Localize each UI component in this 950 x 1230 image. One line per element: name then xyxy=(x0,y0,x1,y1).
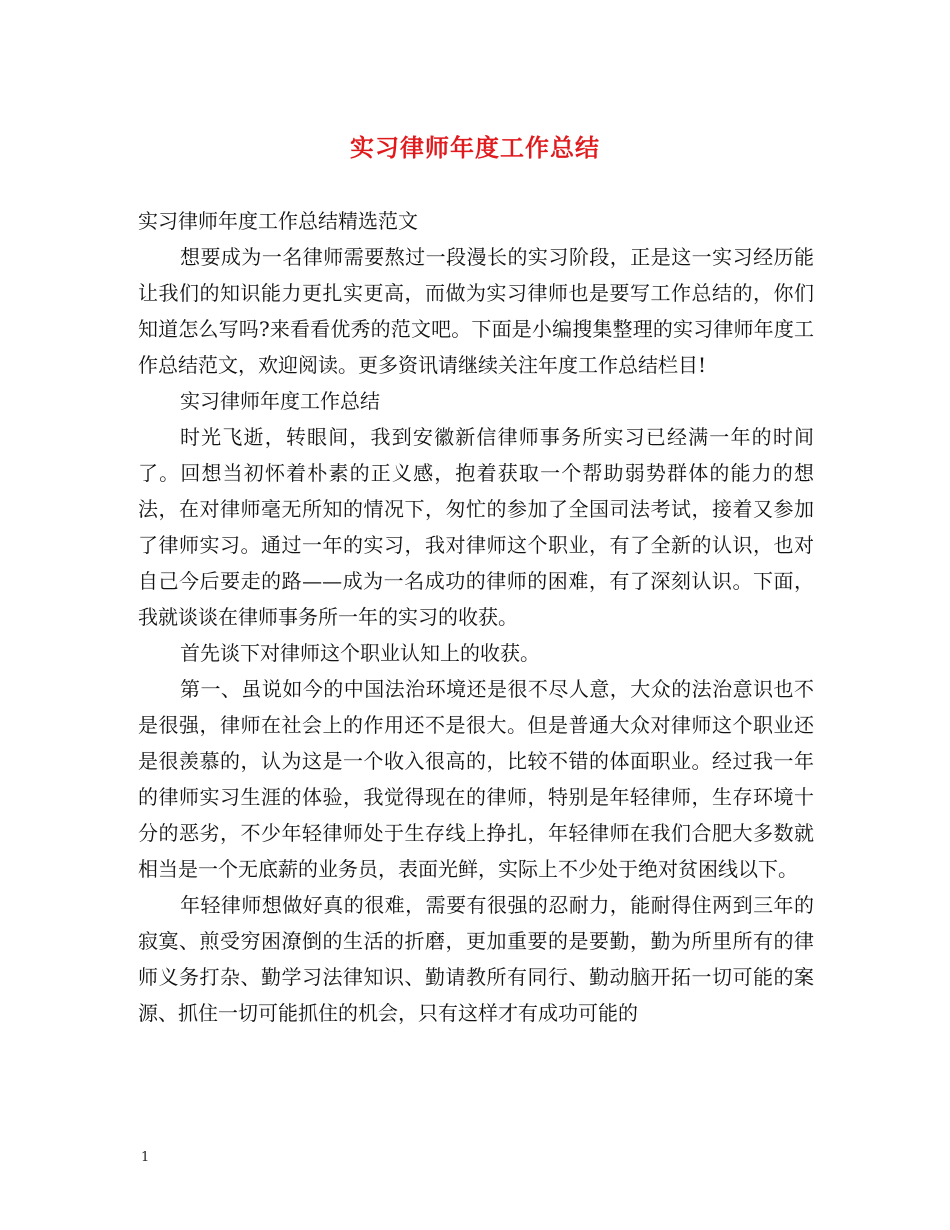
paragraph-intro: 想要成为一名律师需要熬过一段漫长的实习阶段，正是这一实习经历能让我们的知识能力更扎实更高，而做为实习律师也是要写工作总结的，你们知道怎么写吗?来看看优秀的范文吧。下面是小编搜集整理的实习律师年度工作总结范文，欢迎阅读。更多资讯请继续关注年度工作总结栏目! xyxy=(138,245,814,377)
paragraph-body: 第一、虽说如今的中国法治环境还是很不尽人意，大众的法治意识也不是很强，律师在社会上的作用还不是很大。但是普通大众对律师这个职业还是很羡慕的，认为这是一个收入很高的，比较不错的体面职业。经过我一年的律师实习生涯的体验，我觉得现在的律师，特别是年轻律师，生存环境十分的恶劣，不少年轻律师处于生存线上挣扎，年轻律师在我们合肥大多数就相当是一个无底薪的业务员，表面光鲜，实际上不少处于绝对贫困线以下。 xyxy=(138,677,814,881)
page-number: 1 xyxy=(141,1150,150,1165)
paragraph-body: 年轻律师想做好真的很难，需要有很强的忍耐力，能耐得住两到三年的寂寞、煎受穷困潦倒的生活的折磨，更加重要的是要勤，勤为所里所有的律师义务打杂、勤学习法律知识、勤请教所有同行、勤动脑开拓一切可能的案源、抓住一切可能抓住的机会，只有这样才有成功可能的 xyxy=(138,893,814,1025)
paragraph-body: 时光飞逝，转眼间，我到安徽新信律师事务所实习已经满一年的时间了。回想当初怀着朴素的正义感，抱着获取一个帮助弱势群体的能力的想法，在对律师毫无所知的情况下，匆忙的参加了全国司法考试，接着又参加了律师实习。通过一年的实习，我对律师这个职业，有了全新的认识，也对自己今后要走的路——成为一名成功的律师的困难，有了深刻认识。下面，我就谈谈在律师事务所一年的实习的收获。 xyxy=(138,425,814,629)
paragraph-body: 首先谈下对律师这个职业认知上的收获。 xyxy=(180,641,540,665)
document-title: 实习律师年度工作总结 xyxy=(350,133,600,162)
document-body xyxy=(138,203,814,1031)
paragraph-subtitle: 实习律师年度工作总结精选范文 xyxy=(138,209,418,233)
paragraph-heading: 实习律师年度工作总结 xyxy=(180,389,380,413)
